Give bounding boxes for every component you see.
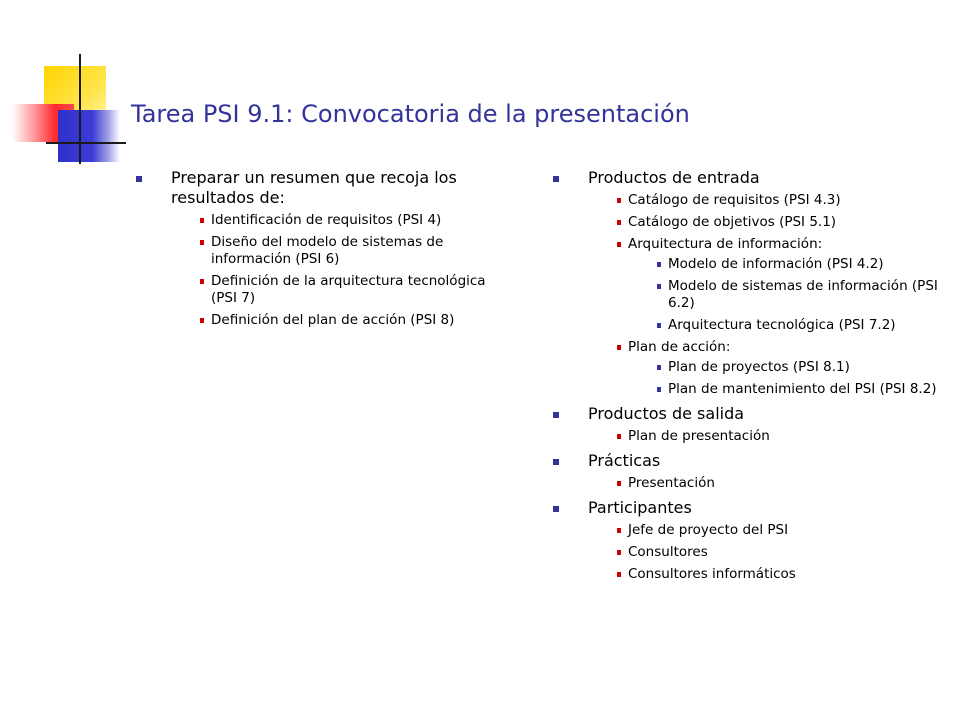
sub-bullet-item [588,544,943,561]
bullet-item [548,168,943,398]
sub-sub-bullet-text: Arquitectura tecnológica (PSI 7.2) [668,317,896,333]
decor-horizontal-line [46,142,126,144]
sub-sub-bullet-item [628,381,943,398]
sub-sub-bullet-item [628,359,943,376]
sub-bullet-item [588,566,943,583]
bullet-text: Prácticas [588,451,661,470]
sub-bullet-text: Consultores [628,544,708,560]
sub-sub-bullet-item [628,317,943,334]
sub-bullet-text: Definición de la arquitectura tecnológica (PSI 7) [211,273,486,306]
sub-bullet-item [588,522,943,539]
sub-bullet-item [588,214,943,231]
right-column [548,168,943,589]
sub-bullet-item [588,236,943,334]
sub-bullet-text: Arquitectura de información: [628,236,823,252]
bullet-item [131,168,511,329]
sub-bullet-text: Diseño del modelo de sistemas de información (PSI 6) [211,234,444,267]
sub-bullet-text: Presentación [628,475,715,491]
bullet-item [548,404,943,445]
bullet-text: Productos de entrada [588,168,760,187]
sub-bullet-text: Catálogo de objetivos (PSI 5.1) [628,214,837,230]
sub-bullet-text: Catálogo de requisitos (PSI 4.3) [628,192,841,208]
sub-bullet-text: Plan de acción: [628,339,731,355]
decor-blue-square [58,110,120,162]
sub-bullet-text: Plan de presentación [628,428,770,444]
left-column [131,168,511,335]
sub-bullet-item [171,234,511,268]
bullet-item [548,451,943,492]
sub-sub-bullet-item [628,278,943,312]
decor-vertical-line [79,54,81,164]
slide-title: Tarea PSI 9.1: Convocatoria de la presentación [131,100,690,128]
sub-bullet-item [588,192,943,209]
bullet-item [548,498,943,583]
bullet-text: Productos de salida [588,404,745,423]
sub-sub-bullet-text: Plan de mantenimiento del PSI (PSI 8.2) [668,381,937,397]
sub-bullet-item [171,312,511,329]
sub-bullet-item [588,339,943,398]
sub-bullet-item [171,212,511,229]
sub-bullet-text: Identificación de requisitos (PSI 4) [211,212,442,228]
sub-bullet-text: Consultores informáticos [628,566,796,582]
sub-sub-bullet-text: Modelo de información (PSI 4.2) [668,256,884,272]
sub-sub-bullet-text: Modelo de sistemas de información (PSI 6.2) [668,278,938,311]
sub-bullet-text: Definición del plan de acción (PSI 8) [211,312,455,328]
sub-sub-bullet-item [628,256,943,273]
sub-bullet-item [588,475,943,492]
sub-bullet-item [171,273,511,307]
sub-bullet-text: Jefe de proyecto del PSI [628,522,789,538]
sub-sub-bullet-text: Plan de proyectos (PSI 8.1) [668,359,850,375]
sub-bullet-item [588,428,943,445]
bullet-text: Preparar un resumen que recoja los resultados de: [171,168,457,207]
bullet-text: Participantes [588,498,692,517]
